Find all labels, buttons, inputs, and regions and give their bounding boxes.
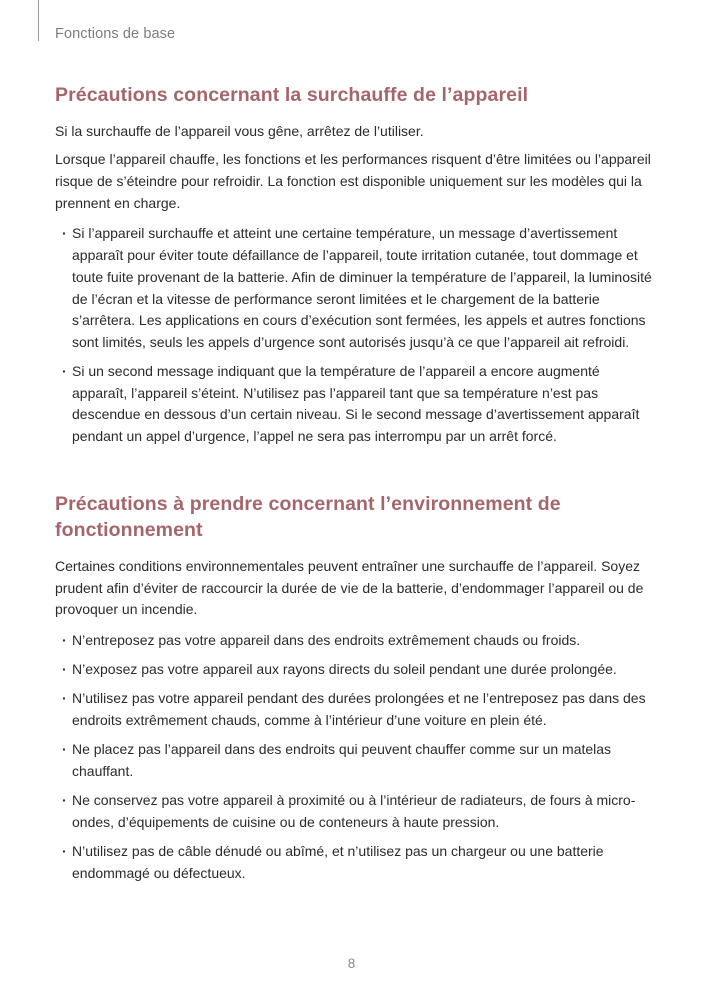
list-item-text: Si l’appareil surchauffe et atteint une certaine température, un message d’avertissement apparaît pour éviter toute défaillance de l’appareil, toute irritation cutanée, tout dommage et toute fuite provenant de la batterie. Afin de diminuer la température de l’appareil, la luminosité de l’écran et la vitesse de performance seront limitées et le chargement de la batterie s’arrêtera. Les applications en cours d’exécution sont fermées, les appels et autres fonctions sont limités, seuls les appels d’urgence sont autorisés jusqu’à ce que l’appareil ait refroidi.: [72, 225, 652, 350]
header-rule: [38, 0, 39, 41]
bullet-icon: [55, 223, 72, 245]
list-item: [55, 630, 653, 652]
section-divider-space: [55, 455, 653, 465]
bullet-icon: [55, 790, 72, 812]
list-item: [55, 361, 653, 448]
section-title-environment: Précautions à prendre concernant l’environnement de fonctionnement: [55, 493, 561, 542]
list-item: [55, 223, 653, 353]
bullet-icon: [55, 630, 72, 652]
bullet-icon: [55, 841, 72, 863]
section-overheating: [55, 83, 653, 448]
running-header: [0, 0, 703, 46]
list-item-text: Ne placez pas l’appareil dans des endroits qui peuvent chauffer comme sur un matelas chauffant.: [72, 741, 612, 779]
page-footer: [0, 955, 703, 973]
list-item: [55, 659, 653, 681]
chapter-label: Fonctions de base: [55, 26, 176, 42]
bullet-list-environment: [55, 630, 653, 884]
page-content: [55, 46, 653, 892]
paragraph: Lorsque l’appareil chauffe, les fonctions et les performances risquent d’être limitées ou l’appareil risque de s’éteindre pour refroidir. La fonction est disponible uniquement sur les modèles qui la prennent en charge.: [55, 151, 651, 211]
list-item-text: N’entreposez pas votre appareil dans des endroits extrêmement chauds ou froids.: [72, 631, 581, 648]
list-item-text: N’exposez pas votre appareil aux rayons directs du soleil pendant une durée prolongée.: [72, 661, 617, 678]
page-number: 8: [347, 956, 356, 971]
paragraph: Si la surchauffe de l’appareil vous gêne, arrêtez de l’utiliser.: [55, 122, 424, 139]
list-item-text: Ne conservez pas votre appareil à proximité ou à l’intérieur de radiateurs, de fours à micro-ondes, d’équipements de cuisine ou de conteneurs à haute pression.: [72, 792, 636, 830]
list-item: [55, 688, 653, 731]
list-item: [55, 790, 653, 833]
bullet-list-overheating: [55, 223, 653, 447]
list-item: [55, 739, 653, 782]
section-environment: [55, 492, 653, 884]
list-item: [55, 841, 653, 884]
paragraph: Certaines conditions environnementales peuvent entraîner une surchauffe de l’appareil. Soyez prudent afin d’éviter de raccourcir la durée de vie de la batterie, d’endommager l’appareil ou de provoquer un incendie.: [55, 557, 644, 618]
bullet-icon: [55, 659, 72, 681]
list-item-text: N’utilisez pas de câble dénudé ou abîmé, et n’utilisez pas un chargeur ou une batterie endommagé ou défectueux.: [72, 842, 604, 881]
bullet-icon: [55, 361, 72, 383]
bullet-icon: [55, 688, 72, 710]
section-title-overheating: Précautions concernant la surchauffe de l’appareil: [55, 84, 529, 106]
list-item-text: Si un second message indiquant que la température de l’appareil a encore augmenté apparaît, l’appareil s’éteint. N’utilisez pas l’appareil tant que sa température n’est pas descendue en dessous d’un certain niveau. Si le second message d’avertissement apparaît pendant un appel d’urgence, l’appel ne sera pas interrompu par un arrêt forcé.: [72, 363, 640, 445]
list-item-text: N’utilisez pas votre appareil pendant des durées prolongées et ne l’entreposez pas dans des endroits extrêmement chauds, comme à l’intérieur d’une voiture en plein été.: [72, 690, 646, 728]
bullet-icon: [55, 739, 72, 761]
